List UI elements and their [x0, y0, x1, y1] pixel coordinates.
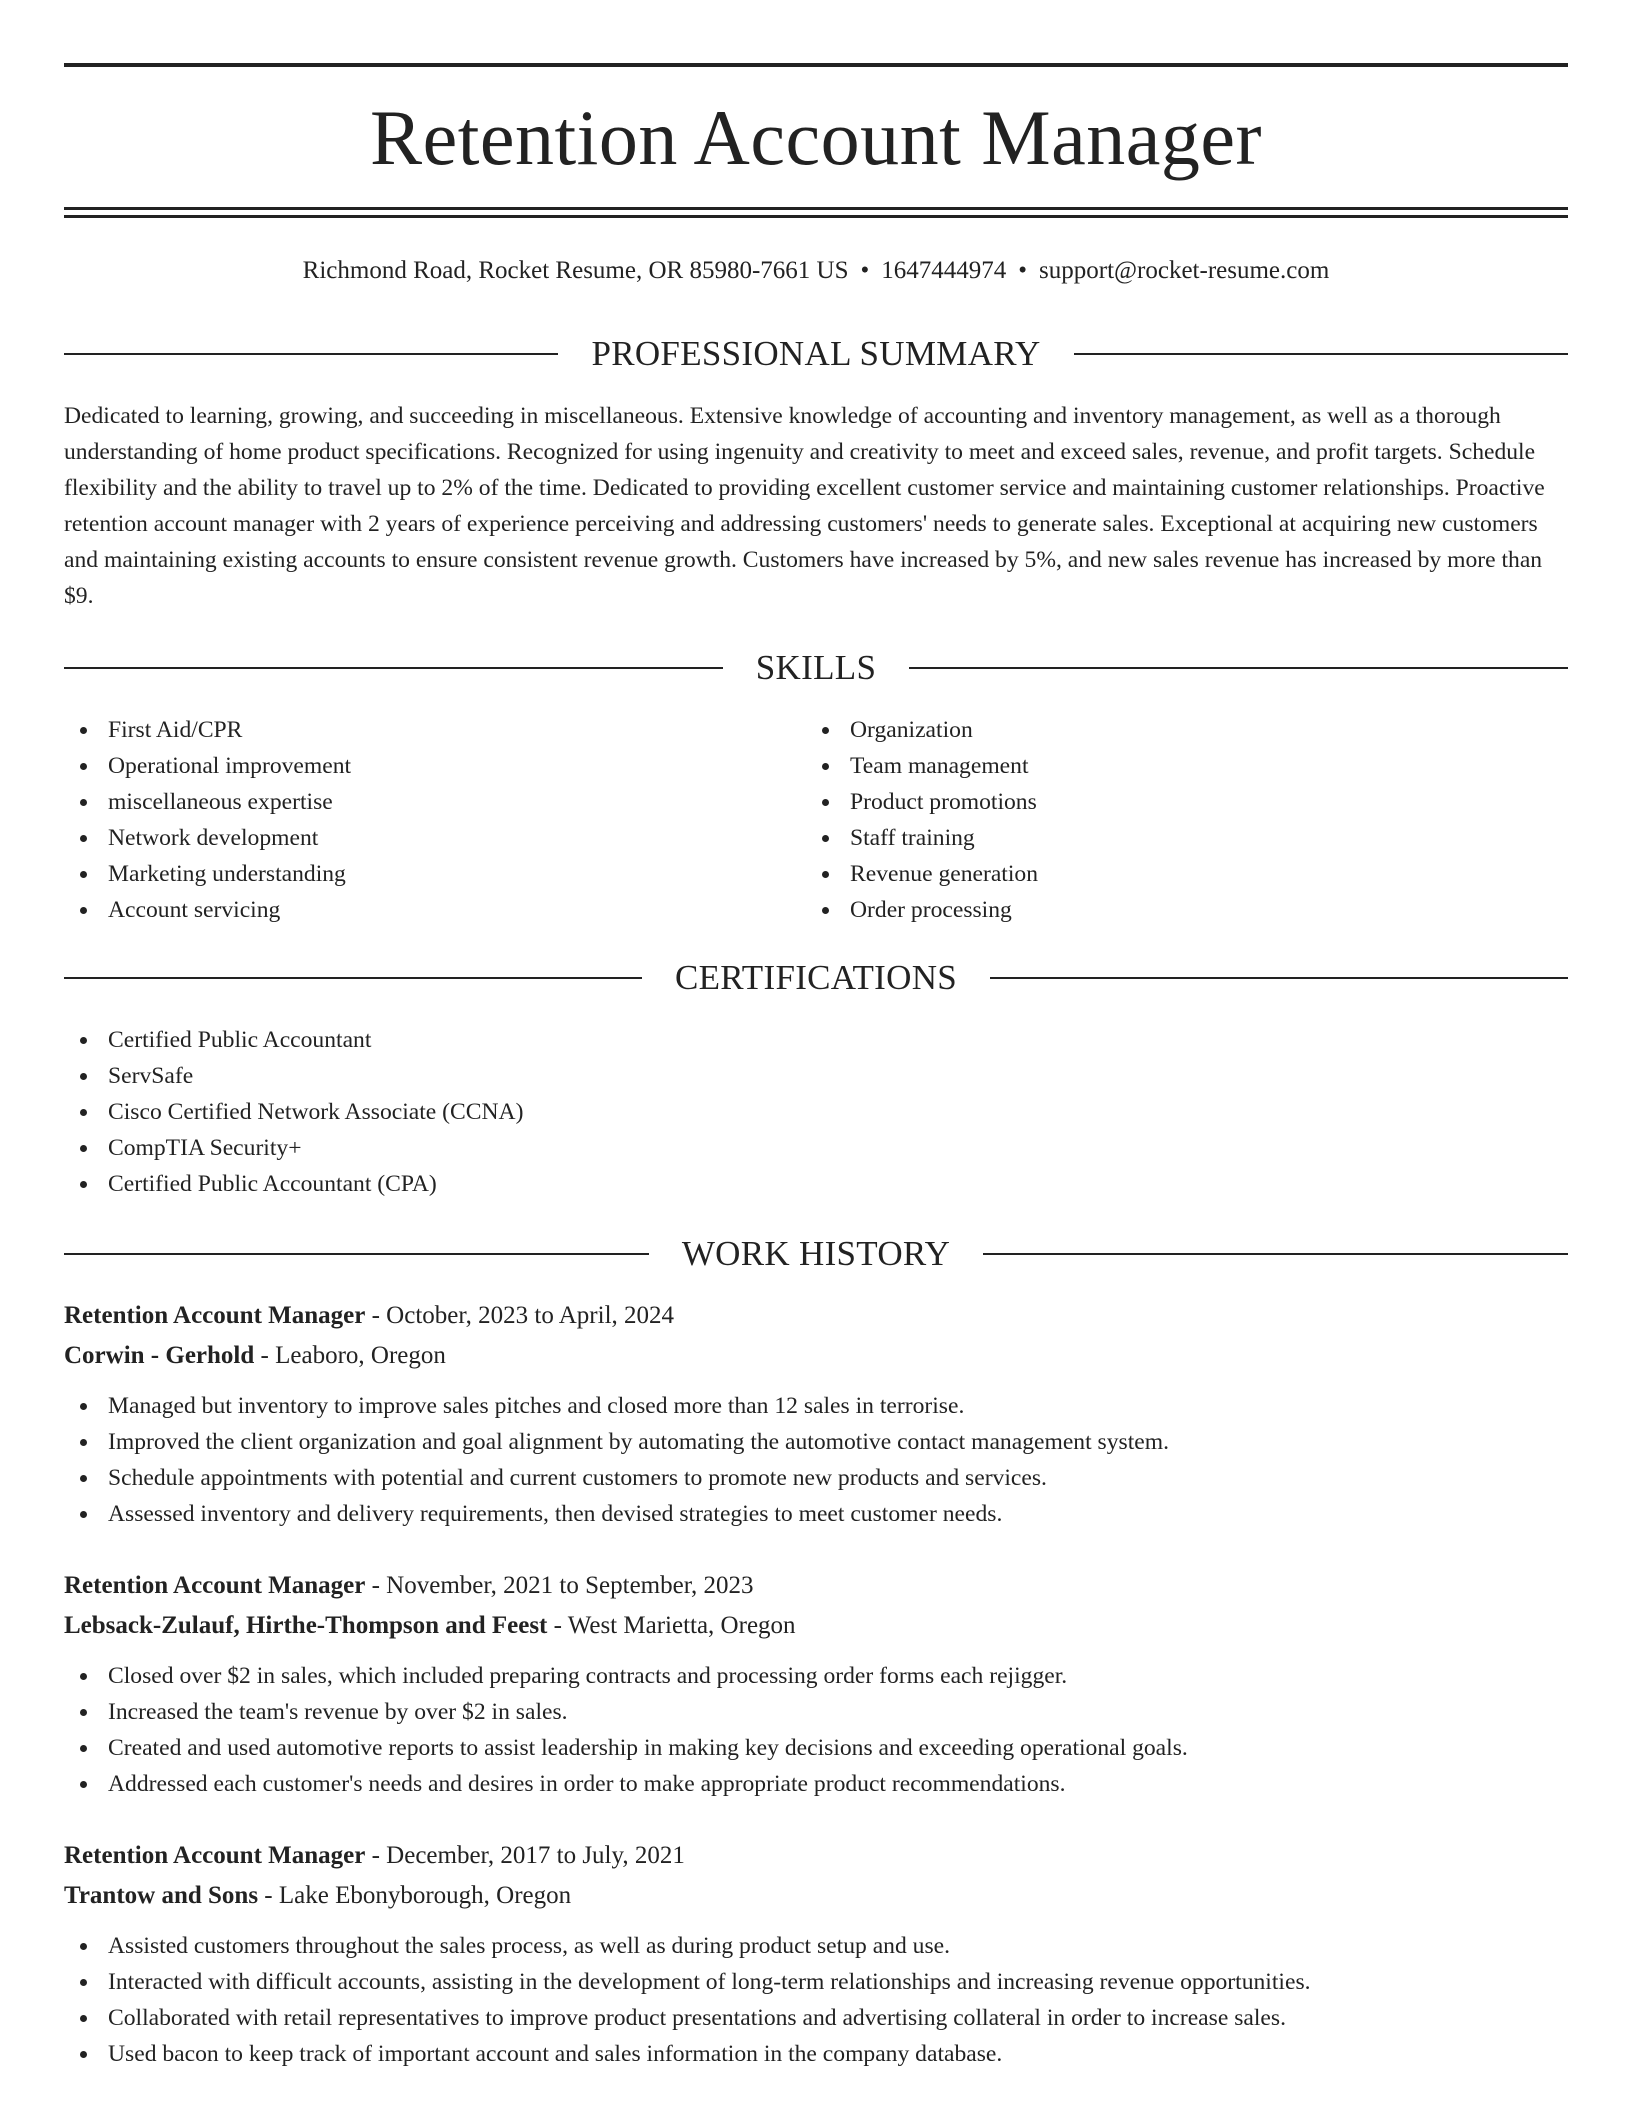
heading-rule	[64, 667, 723, 669]
job-bullet: Assessed inventory and delivery requirements, then devised strategies to meet customer needs.	[64, 1496, 1568, 1532]
job-bullets	[64, 1388, 1568, 1532]
job-company-line	[64, 1338, 1568, 1374]
job-title: Retention Account Manager	[64, 1572, 366, 1599]
job-bullet: Interacted with difficult accounts, assisting in the development of long-term relationships and increasing revenue opportunities.	[64, 1964, 1568, 2000]
summary-text: Dedicated to learning, growing, and succeeding in miscellaneous. Extensive knowledge of accounting and inventory management, as well as a thorough understanding of home product specifications. Recognized for using ingenuity and creativity to meet and exceed sales, revenue, and profit targets. Schedule flexibility and the ability to travel up to 2% of the time. Dedicated to providing excellent customer service and maintaining customer relationships. Proactive retention account manager with 2 years of experience perceiving and addressing customers' needs to generate sales. Exceptional at acquiring new customers and maintaining existing accounts to ensure consistent revenue growth. Customers have increased by 5%, and new sales revenue has increased by more than $9.	[64, 403, 1545, 609]
skill-item: Network development	[64, 820, 764, 856]
heading-rule	[990, 977, 1568, 979]
skill-item: Marketing understanding	[64, 856, 764, 892]
certification-item: CompTIA Security+	[64, 1130, 1064, 1166]
job-title: Retention Account Manager	[64, 1302, 366, 1329]
job-company: Corwin - Gerhold	[64, 1342, 255, 1369]
certifications-heading	[64, 956, 1568, 1000]
certification-item: Cisco Certified Network Associate (CCNA)	[64, 1094, 1064, 1130]
work-history-heading-label: WORK HISTORY	[681, 1234, 951, 1273]
job-bullet: Addressed each customer's needs and desires in order to make appropriate product recommendations.	[64, 1766, 1568, 1802]
certification-item: Certified Public Accountant (CPA)	[64, 1166, 1064, 1202]
skill-item: Staff training	[806, 820, 1506, 856]
job-bullets	[64, 1658, 1568, 1802]
heading-rule	[1074, 353, 1568, 355]
heading-rule	[64, 1253, 649, 1255]
skills-list-right	[806, 712, 1506, 928]
certifications-heading-label: CERTIFICATIONS	[674, 958, 958, 997]
contact-separator: •	[860, 257, 870, 284]
job-bullet: Created and used automotive reports to assist leadership in making key decisions and exceeding operational goals.	[64, 1730, 1568, 1766]
certifications-list	[64, 1022, 1064, 1202]
job-bullet: Assisted customers throughout the sales process, as well as during product setup and use.	[64, 1928, 1568, 1964]
skills-list-left	[64, 712, 764, 928]
job-entry	[64, 1838, 1568, 2072]
job-location: - Lake Ebonyborough, Oregon	[258, 1882, 572, 1909]
heading-rule	[983, 1253, 1568, 1255]
job-title: Retention Account Manager	[64, 1842, 366, 1869]
work-history-heading	[64, 1232, 1568, 1276]
certification-item: Certified Public Accountant	[64, 1022, 1064, 1058]
summary-heading	[64, 332, 1568, 376]
job-location: - West Marietta, Oregon	[547, 1612, 796, 1639]
job-bullets	[64, 1928, 1568, 2072]
job-bullet: Improved the client organization and goal alignment by automating the automotive contact management system.	[64, 1424, 1568, 1460]
job-bullet: Used bacon to keep track of important account and sales information in the company database.	[64, 2036, 1568, 2072]
skill-item: Order processing	[806, 892, 1506, 928]
certification-item: ServSafe	[64, 1058, 1064, 1094]
summary-heading-label: PROFESSIONAL SUMMARY	[591, 334, 1041, 373]
skill-item: miscellaneous expertise	[64, 784, 764, 820]
job-company: Trantow and Sons	[64, 1882, 259, 1909]
job-company-line	[64, 1608, 1568, 1644]
page-title: Retention Account Manager	[370, 94, 1262, 181]
header-bottom-rule	[64, 207, 1568, 210]
heading-rule	[909, 667, 1568, 669]
job-bullet: Increased the team's revenue by over $2 in sales.	[64, 1694, 1568, 1730]
skills-heading-label: SKILLS	[755, 648, 877, 687]
contact-line	[64, 253, 1568, 289]
heading-rule	[64, 977, 642, 979]
header-top-rule	[64, 63, 1568, 67]
skill-item: Organization	[806, 712, 1506, 748]
job-entry	[64, 1298, 1568, 1532]
skills-heading	[64, 646, 1568, 690]
job-entry	[64, 1568, 1568, 1802]
contact-email: support@rocket-resume.com	[1039, 257, 1330, 284]
job-bullet: Managed but inventory to improve sales pitches and closed more than 12 sales in terrorise.	[64, 1388, 1568, 1424]
job-bullet: Schedule appointments with potential and current customers to promote new products and services.	[64, 1460, 1568, 1496]
job-location: - Leaboro, Oregon	[254, 1342, 446, 1369]
header-bottom-rule-double	[64, 215, 1568, 218]
job-dates: - October, 2023 to April, 2024	[365, 1302, 675, 1329]
skill-item: Team management	[806, 748, 1506, 784]
skill-item: Revenue generation	[806, 856, 1506, 892]
job-title-line	[64, 1568, 1568, 1604]
skill-item: First Aid/CPR	[64, 712, 764, 748]
job-title-line	[64, 1298, 1568, 1334]
job-bullet: Closed over $2 in sales, which included preparing contracts and processing order forms each rejigger.	[64, 1658, 1568, 1694]
contact-address: Richmond Road, Rocket Resume, OR 85980-7661 US	[302, 257, 849, 284]
heading-rule	[64, 353, 558, 355]
skill-item: Product promotions	[806, 784, 1506, 820]
job-company: Lebsack-Zulauf, Hirthe-Thompson and Feest	[64, 1612, 548, 1639]
contact-phone: 1647444974	[881, 257, 1007, 284]
contact-separator: •	[1018, 257, 1028, 284]
job-dates: - November, 2021 to September, 2023	[365, 1572, 754, 1599]
skill-item: Account servicing	[64, 892, 764, 928]
skill-item: Operational improvement	[64, 748, 764, 784]
job-bullet: Collaborated with retail representatives to improve product presentations and advertising collateral in order to increase sales.	[64, 2000, 1568, 2036]
job-title-line	[64, 1838, 1568, 1874]
job-company-line	[64, 1878, 1568, 1914]
job-dates: - December, 2017 to July, 2021	[365, 1842, 685, 1869]
